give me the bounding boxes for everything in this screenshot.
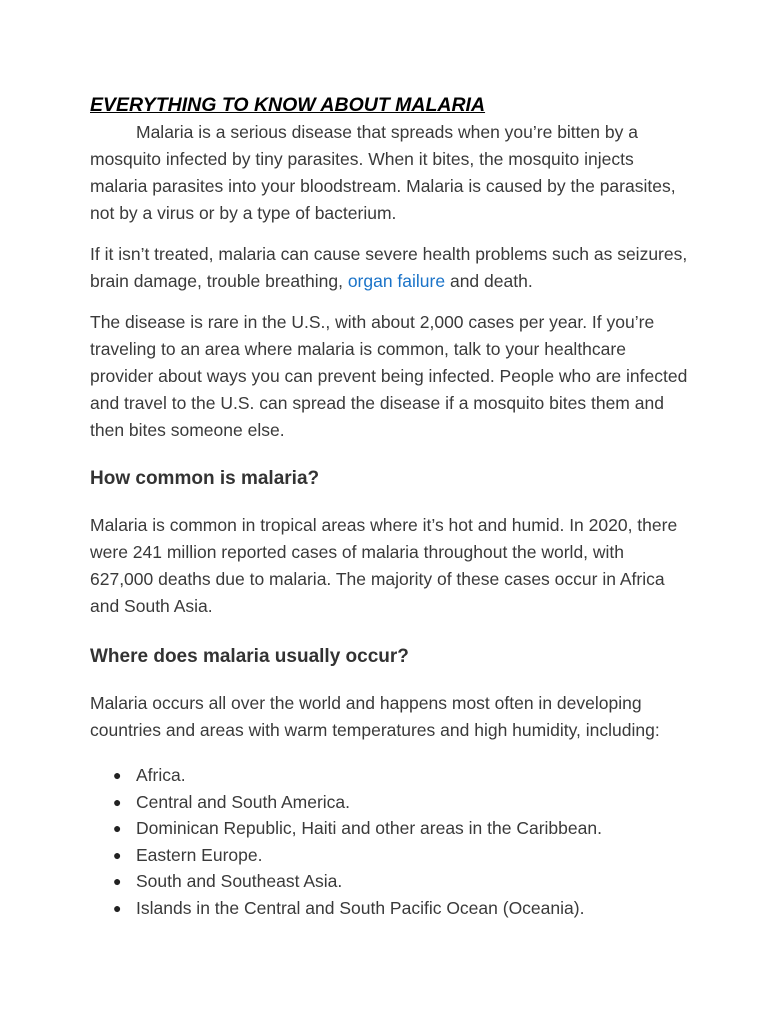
regions-list [90, 762, 690, 921]
bullet-dot-icon: ● [113, 873, 122, 889]
list-item-text: Africa. [136, 765, 186, 785]
us-cases-paragraph: The disease is rare in the U.S., with about 2,000 cases per year. If you’re traveling to an area where malaria is common, talk to your healthcare provider about ways you can prevent being infected. People who are infected and travel to the U.S. can spread the disease if a mosquito bites them and then bites someone else. [90, 312, 688, 440]
bullet-dot-icon: ● [113, 767, 122, 783]
document-page [90, 92, 690, 921]
how-common-heading: How common is malaria? [90, 468, 320, 489]
list-item [90, 895, 690, 922]
intro-paragraph: Malaria is a serious disease that spreads when you’re bitten by a mosquito infected by tiny parasites. When it bites, the mosquito injects malaria parasites into your bloodstream. Malaria is caused by the parasites, not by a virus or by a type of bacterium. [90, 122, 676, 223]
how-common-paragraph: Malaria is common in tropical areas where it’s hot and humid. In 2020, there were 241 million reported cases of malaria throughout the world, with 627,000 deaths due to malaria. The majority of these cases occur in Africa and South Asia. [90, 515, 678, 616]
where-occur-paragraph: Malaria occurs all over the world and happens most often in developing countries and areas with warm temperatures and high humidity, including: [90, 693, 660, 740]
bullet-dot-icon: ● [113, 820, 122, 836]
list-item [90, 842, 690, 869]
bullet-dot-icon: ● [113, 846, 122, 863]
list-item [90, 789, 690, 816]
organ-failure-link[interactable]: organ failure [347, 271, 446, 291]
bullet-dot-icon: ● [113, 793, 122, 810]
list-item-text: Islands in the Central and South Pacific Ocean (Oceania). [136, 897, 585, 918]
where-occur-heading: Where does malaria usually occur? [90, 646, 409, 667]
list-item-text: Dominican Republic, Haiti and other areas in the Caribbean. [136, 818, 602, 838]
health-problems-text-after: and death. [445, 271, 533, 291]
list-item-text: South and Southeast Asia. [136, 871, 343, 891]
bullet-dot-icon: ● [113, 899, 122, 916]
health-problems-text-before: If it isn’t treated, malaria can cause severe health problems such as seizures, brain damage, trouble breathing, [90, 244, 688, 291]
list-item [90, 762, 690, 789]
list-item [90, 815, 690, 842]
health-problems-paragraph [90, 241, 690, 295]
document-title: EVERYTHING TO KNOW ABOUT MALARIA [90, 94, 486, 116]
list-item-text: Eastern Europe. [136, 844, 263, 865]
list-item [90, 868, 690, 895]
list-item-text: Central and South America. [136, 791, 351, 812]
